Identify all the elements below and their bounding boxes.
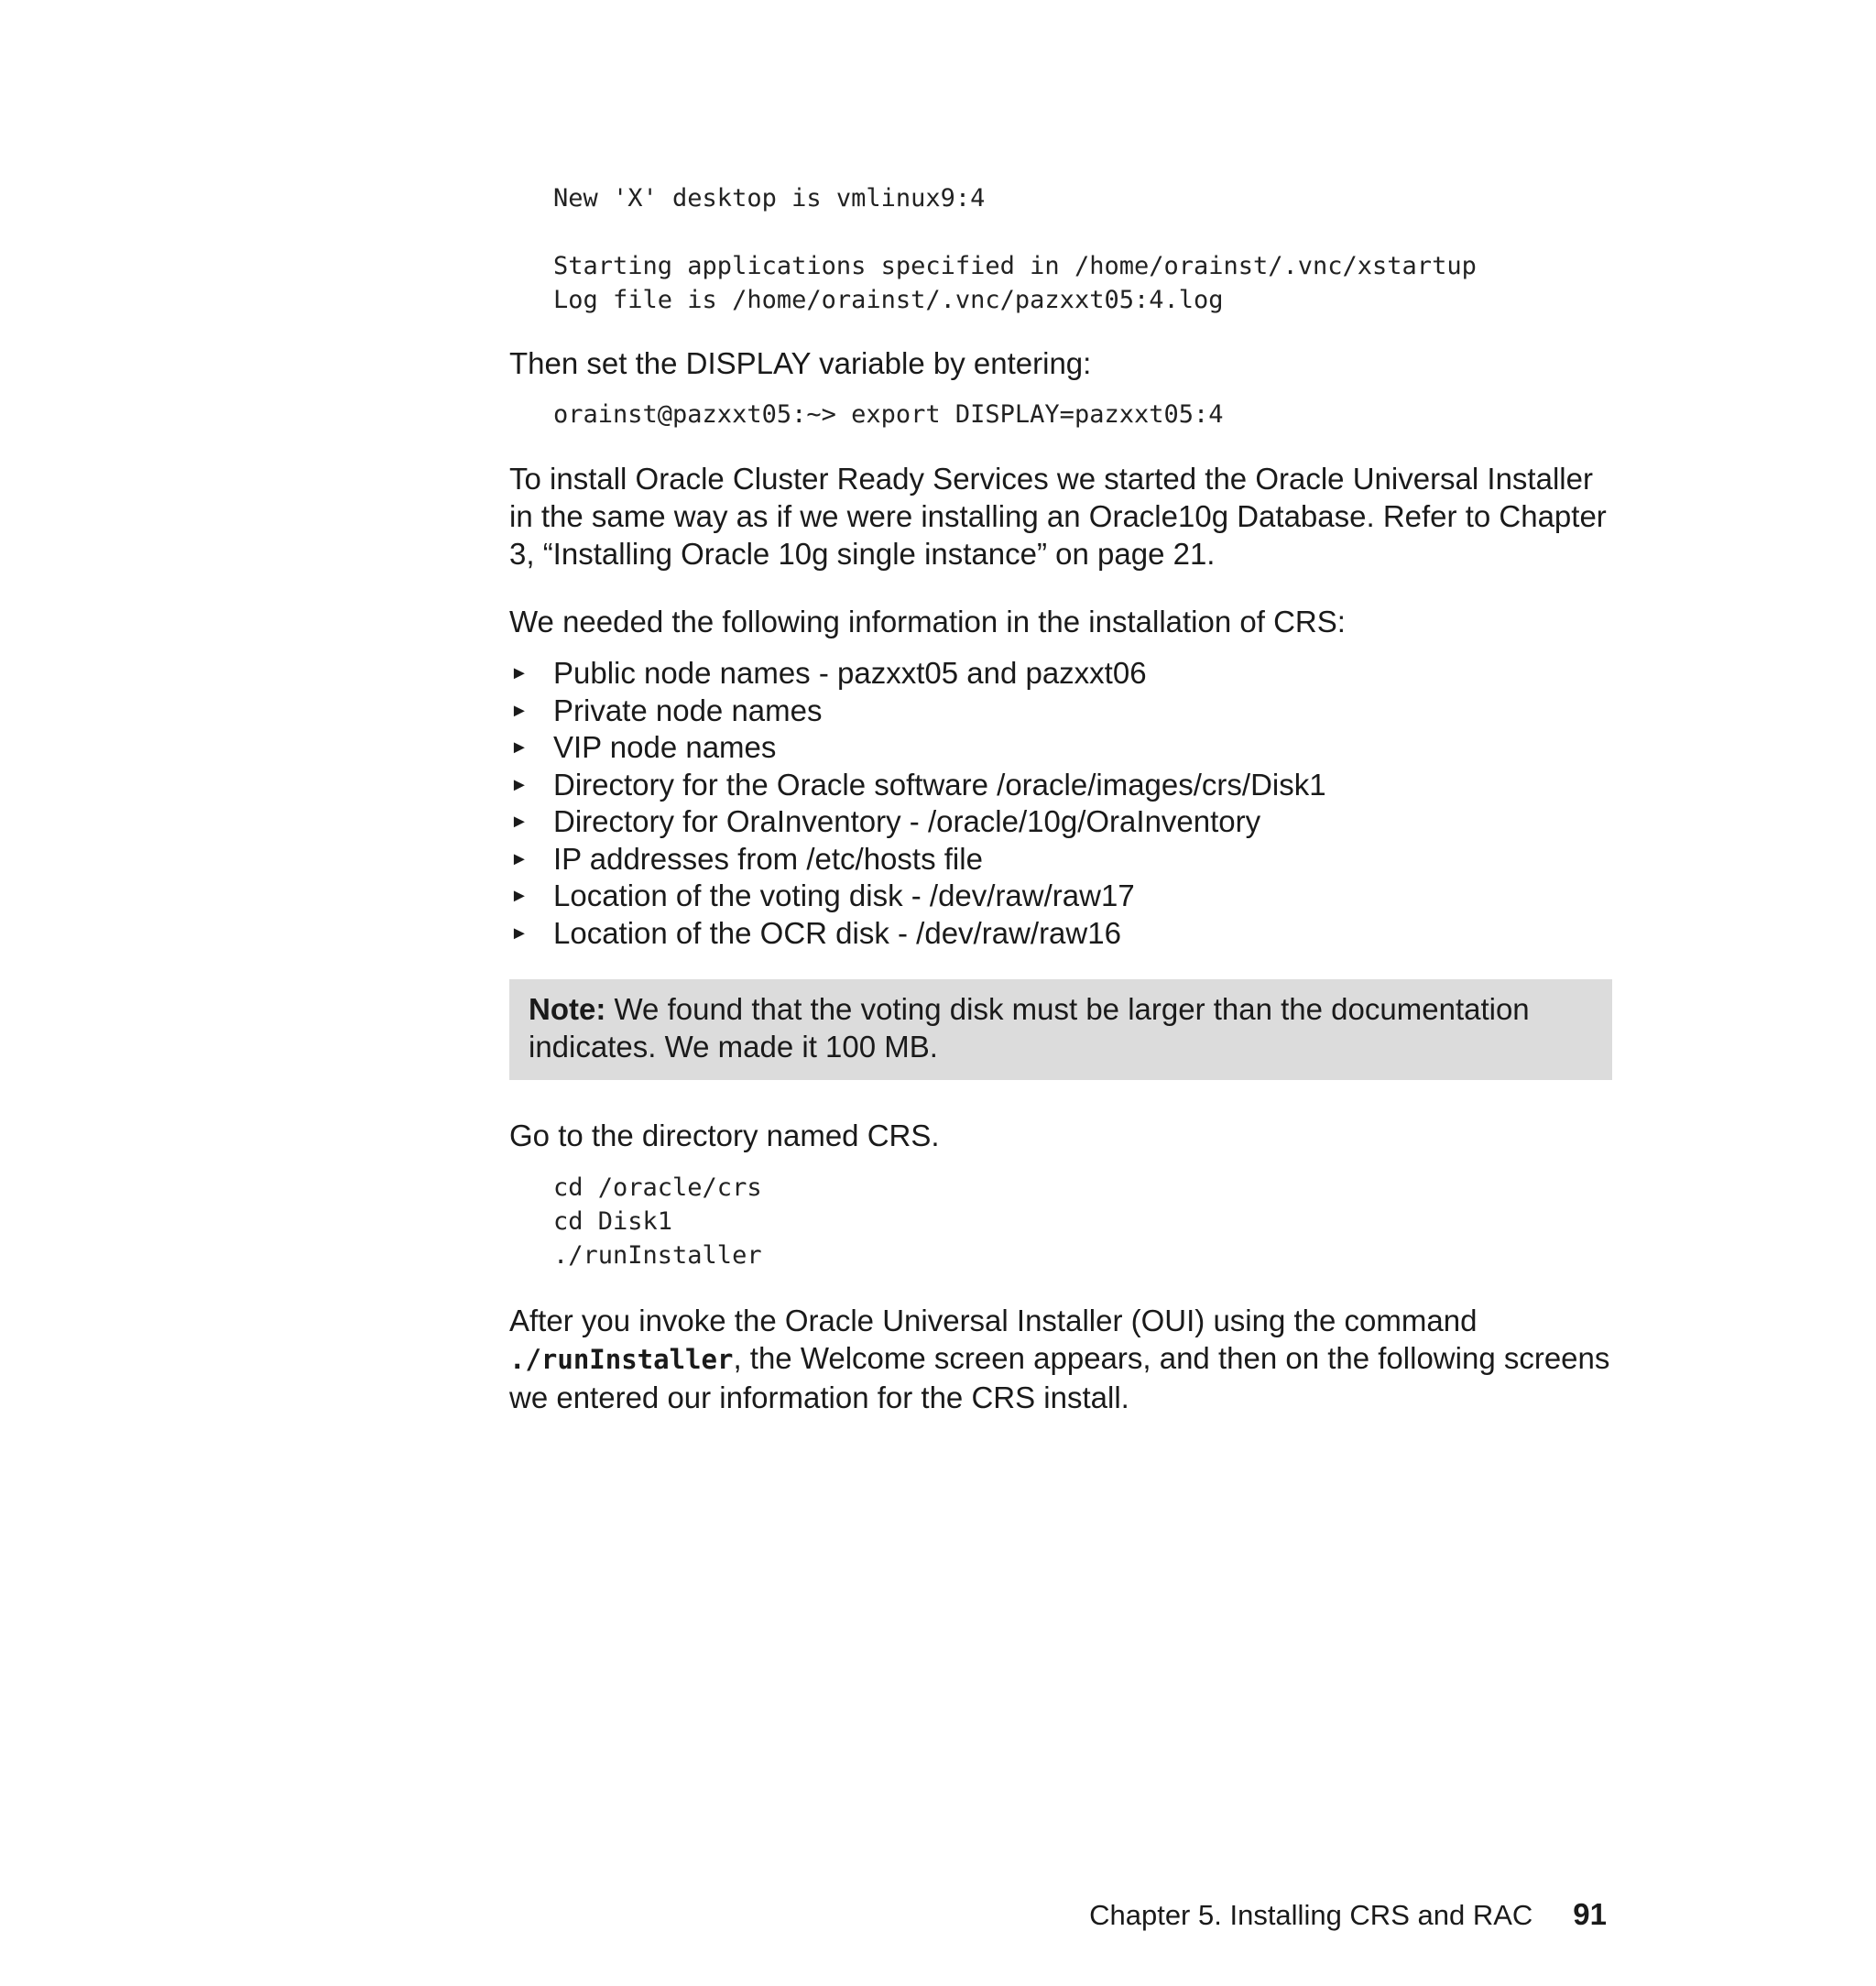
code-line: Starting applications specified in /home/orainst/.vnc/xstartup xyxy=(553,252,1477,280)
note-text: We found that the voting disk must be larger than the documentation indicates. We made it 100 MB. xyxy=(529,992,1530,1064)
list-item-text: Location of the voting disk - /dev/raw/raw17 xyxy=(553,878,1135,912)
page-number: 91 xyxy=(1573,1897,1607,1931)
bullet-arrow-icon: ► xyxy=(510,812,529,832)
paragraph-display: Then set the DISPLAY variable by entering: xyxy=(509,346,1092,380)
note-label: Note: xyxy=(529,992,606,1026)
list-item-text: VIP node names xyxy=(553,730,777,764)
code-line: New 'X' desktop is vmlinux9:4 xyxy=(553,184,986,213)
paragraph-needed: We needed the following information in the installation of CRS: xyxy=(509,605,1346,638)
bullet-list xyxy=(509,655,1612,952)
bullet-arrow-icon: ► xyxy=(510,886,529,906)
code-line: cd Disk1 xyxy=(553,1207,673,1236)
bullet-arrow-icon: ► xyxy=(510,663,529,683)
code-line xyxy=(553,215,1612,249)
page-content xyxy=(509,181,1612,1416)
list-item xyxy=(509,915,1612,953)
paragraph-after-part1: After you invoke the Oracle Universal Installer (OUI) using the command xyxy=(509,1304,1478,1337)
list-item-text: Directory for OraInventory - /oracle/10g/OraInventory xyxy=(553,804,1261,838)
paragraph-install: To install Oracle Cluster Ready Services we started the Oracle Universal Installer in the same way as if we were installing an Oracle10g Database. Refer to Chapter 3, “Installing Oracle 10g single instance” on page 21. xyxy=(509,462,1607,571)
list-item-text: IP addresses from /etc/hosts file xyxy=(553,841,983,876)
bullet-arrow-icon: ► xyxy=(510,848,529,869)
code-line: ./runInstaller xyxy=(553,1241,762,1270)
footer-chapter-title: Chapter 5. Installing CRS and RAC xyxy=(1089,1899,1533,1931)
paragraph-after-part2: , the Welcome screen appears, and then on the following screens we entered our information for the CRS install. xyxy=(509,1341,1610,1414)
bullet-arrow-icon: ► xyxy=(510,774,529,795)
code-line: Log file is /home/orainst/.vnc/pazxxt05:4.log xyxy=(553,286,1224,314)
list-item-text: Location of the OCR disk - /dev/raw/raw16 xyxy=(553,915,1121,950)
list-item xyxy=(509,729,1612,767)
list-item xyxy=(509,767,1612,804)
paragraph-goto: Go to the directory named CRS. xyxy=(509,1118,940,1152)
list-item-text: Directory for the Oracle software /oracle/images/crs/Disk1 xyxy=(553,767,1326,802)
bullet-arrow-icon: ► xyxy=(510,737,529,758)
paragraph-after xyxy=(509,1302,1612,1416)
bullet-arrow-icon: ► xyxy=(510,700,529,721)
list-item xyxy=(509,841,1612,878)
inline-command: ./runInstaller xyxy=(509,1344,734,1375)
list-item-text: Private node names xyxy=(553,693,823,727)
bullet-arrow-icon: ► xyxy=(510,922,529,944)
list-item-text: Public node names - pazxxt05 and pazxxt06 xyxy=(553,656,1147,690)
code-line: orainst@pazxxt05:~> export DISPLAY=pazxxt05:4 xyxy=(553,400,1224,429)
code-block-commands xyxy=(553,1171,1612,1272)
page-footer xyxy=(1089,1896,1607,1934)
code-block-export xyxy=(553,398,1612,431)
code-block-vnc-output xyxy=(553,181,1612,317)
note-box xyxy=(509,979,1612,1080)
list-item xyxy=(509,803,1612,841)
list-item xyxy=(509,693,1612,730)
list-item xyxy=(509,655,1612,693)
list-item xyxy=(509,878,1612,915)
code-line: cd /oracle/crs xyxy=(553,1173,762,1202)
